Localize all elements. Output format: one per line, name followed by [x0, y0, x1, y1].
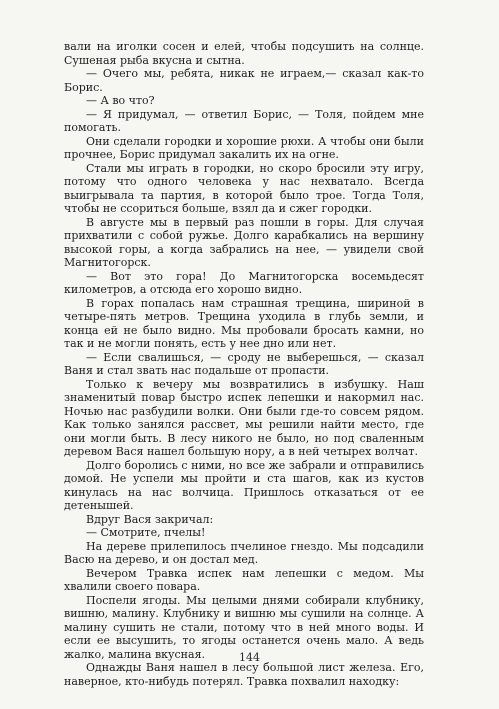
- paragraph: В августе мы в первый раз пошли в горы. Для случая прихватили с собой ружье. Долго карабкались на вершину высокой горы, а когда забрались на нее, — увидели свой Магнитогорск.: [64, 215, 424, 269]
- paragraph: — Вот это гора! До Магнитогорска восемьдесят километров, а отсюда его хорошо видно.: [64, 269, 424, 296]
- paragraph: Они сделали городки и хорошие рюхи. А чтобы они были прочнее, Борис придумал закалить их на огне.: [64, 134, 424, 161]
- paragraph: — Я придумал, — ответил Борис, — Толя, пойдем мне помогать.: [64, 107, 424, 134]
- paragraph: Вдруг Вася закричал:: [86, 512, 214, 526]
- paragraph: Только к вечеру мы возвратились в избушку. Наш знаменитый повар быстро испек лепешки и накормил нас. Ночью нас разбудили волки. Они были где-то совсем рядом. Как только занялся рассвет, мы решили найти место, где они могли быть. В лесу никого не было, но под сваленным деревом Вася нашел большую нору, а в ней четырех волчат.: [64, 377, 424, 458]
- paragraph: Стали мы играть в городки, но скоро бросили эту игру, потому что одного человека у нас нехватало. Всегда выигрывала та партия, в которой было трое. Тогда Толя, чтобы не ссориться больше, взял да и сжег городки.: [64, 161, 424, 215]
- page-number: 144: [239, 651, 260, 664]
- paragraph: Поспели ягоды. Мы целыми днями собирали клубнику, вишню, малину. Клубнику и вишню мы сушили на солнце. А малину сушить не стали, потому что в ней много воды. И если ее высушить, то ягоды останется очень мало. А ведь жалко, малина вкусная.: [64, 593, 424, 661]
- paragraph: — Смотрите, пчелы!: [86, 526, 206, 539]
- paragraph: Долго боролись с ними, но все же забрали и отправились домой. Не успели мы пройти и ста шагов, как из кустов кинулась на нас волчица. Пришлось отказаться от ее детенышей.: [64, 458, 424, 512]
- paragraph: В горах попалась нам страшная трещина, шириной в четыре-пять метров. Трещина уходила в глубь земли, и конца ей не было видно. Мы пробовали бросать камни, но так и не могли понять, есть у нее дно или нет.: [64, 296, 424, 350]
- paragraph: вали на иголки сосен и елей, чтобы подсушить на солнце. Сушеная рыба вкусна и сытна.: [64, 40, 424, 67]
- paragraph: На дереве прилепилось пчелиное гнездо. Мы подсадили Васю на дерево, и он достал мед.: [64, 539, 424, 566]
- paragraph: — Если свалишься, — сроду не выберешься, — сказал Ваня и стал звать нас подальше от пропасти.: [64, 350, 424, 377]
- page-text: [64, 40, 424, 688]
- paragraph: Вечером Травка испек нам лепешки с медом. Мы хвалили своего повара.: [64, 566, 424, 593]
- paragraph: Однажды Ваня нашел в лесу большой лист железа. Его, наверное, кто-нибудь потерял. Травка похвалил находку:: [64, 661, 424, 688]
- paragraph: — А во что?: [86, 94, 155, 107]
- paragraph: — Очего мы, ребята, никак не играем,— сказал как-то Борис.: [64, 67, 424, 94]
